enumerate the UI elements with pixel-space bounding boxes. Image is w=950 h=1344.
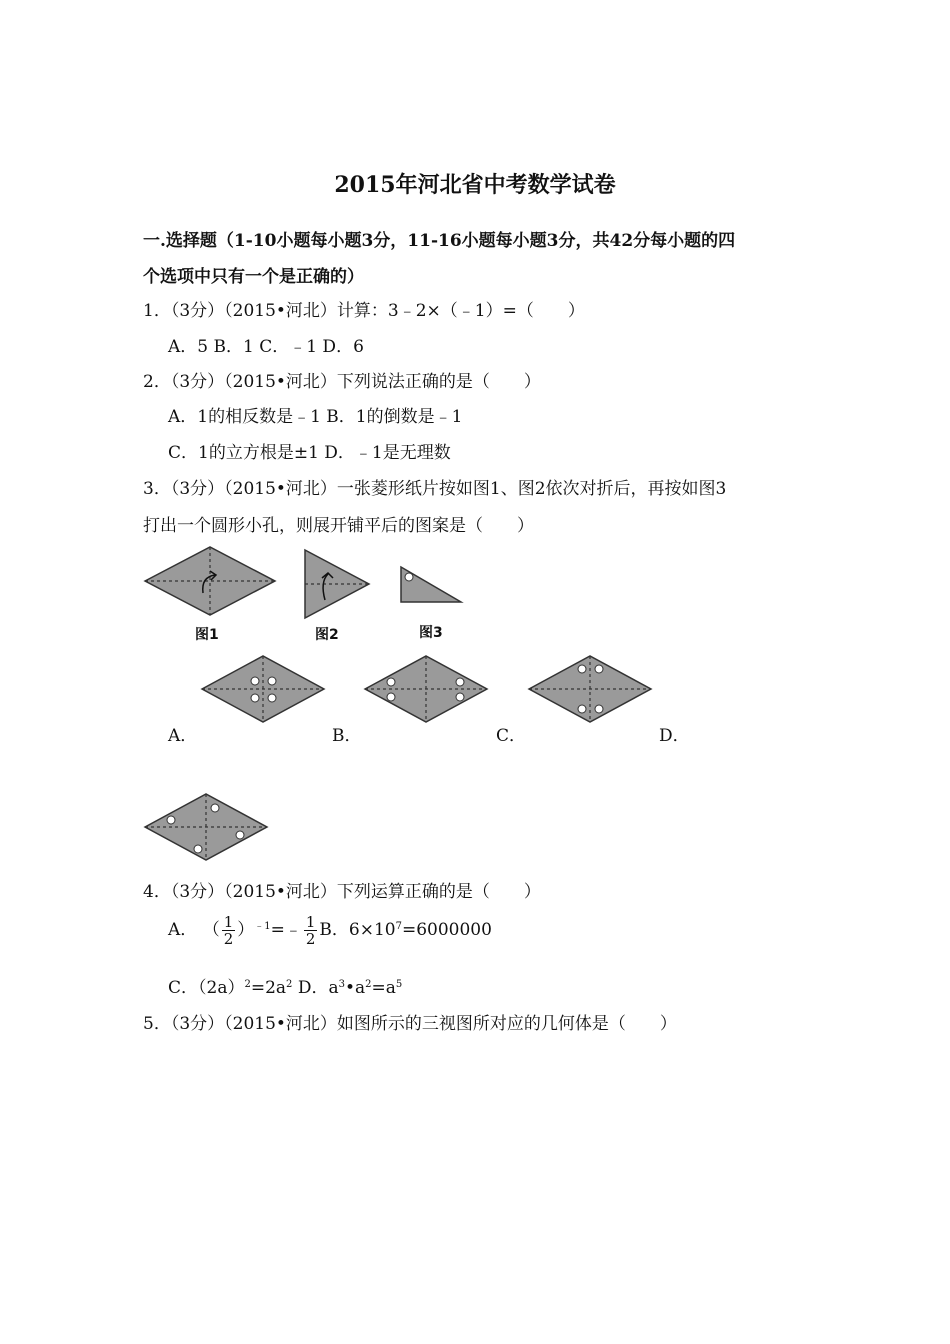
option-c-label: C． — [496, 726, 527, 746]
q4-a-label: A． — [168, 920, 198, 940]
question-3-stem-line2: 打出一个圆形小孔，则展开铺平后的图案是（ ） — [143, 516, 534, 536]
question-3-stem-line1: 3．（3分）（2015•河北）一张菱形纸片按如图1、图2依次对折后，再按如图3 — [143, 479, 727, 499]
question-1-stem: 1．（3分）（2015•河北）计算：3﹣2×（﹣1）=（ ） — [143, 301, 585, 321]
option-b-rhombus — [363, 654, 491, 724]
question-4-options-cd: C．$(2a)^2=2a^2$ D．$a^3•a^2=a^5$ — [168, 978, 403, 998]
question-5-stem: 5．（3分）（2015•河北）如图所示的三视图所对应的几何体是（ ） — [143, 1014, 677, 1034]
option-a-label: A． — [168, 726, 198, 746]
question-2-options-cd: C．1的立方根是±1 D．﹣1是无理数 — [168, 443, 451, 463]
option-c-rhombus — [527, 654, 655, 724]
figure-1-caption: 图1 — [195, 627, 219, 643]
figure-2-caption: 图2 — [315, 627, 339, 643]
q4-fraction-1: $\frac{1}{2}$ — [223, 913, 234, 948]
option-d-rhombus — [143, 792, 271, 862]
section-heading-line1: 一.选择题（1-10小题每小题3分，11-16小题每小题3分，共42分每小题的四 — [143, 231, 736, 251]
section-heading-line2: 个选项中只有一个是正确的） — [143, 267, 364, 287]
question-1-options: A．5 B．1 C．﹣1 D．6 — [168, 337, 364, 357]
q4-fraction-2: $\frac{1}{2}$ — [305, 913, 316, 948]
question-2-options-ab: A．1的相反数是﹣1 B．1的倒数是﹣1 — [168, 407, 463, 427]
question-4-options-ab: A． （ $\frac{1}{2}$ ）$^{﹣1}$=﹣ $\frac{1}{2}$ B．$6\times 10^7=6000000$ — [168, 913, 492, 948]
figure-3-small-triangle — [398, 565, 466, 605]
option-b-label: B． — [332, 726, 362, 746]
question-4-stem: 4．（3分）（2015•河北）下列运算正确的是（ ） — [143, 882, 541, 902]
figure-1-rhombus — [143, 545, 279, 617]
page-title: 2015年河北省中考数学试卷 — [334, 172, 616, 198]
figure-2-triangle — [303, 548, 373, 622]
option-a-rhombus — [200, 654, 328, 724]
figure-3-caption: 图3 — [419, 625, 443, 641]
option-d-label: D． — [659, 726, 690, 746]
question-2-stem: 2．（3分）（2015•河北）下列说法正确的是（ ） — [143, 372, 541, 392]
